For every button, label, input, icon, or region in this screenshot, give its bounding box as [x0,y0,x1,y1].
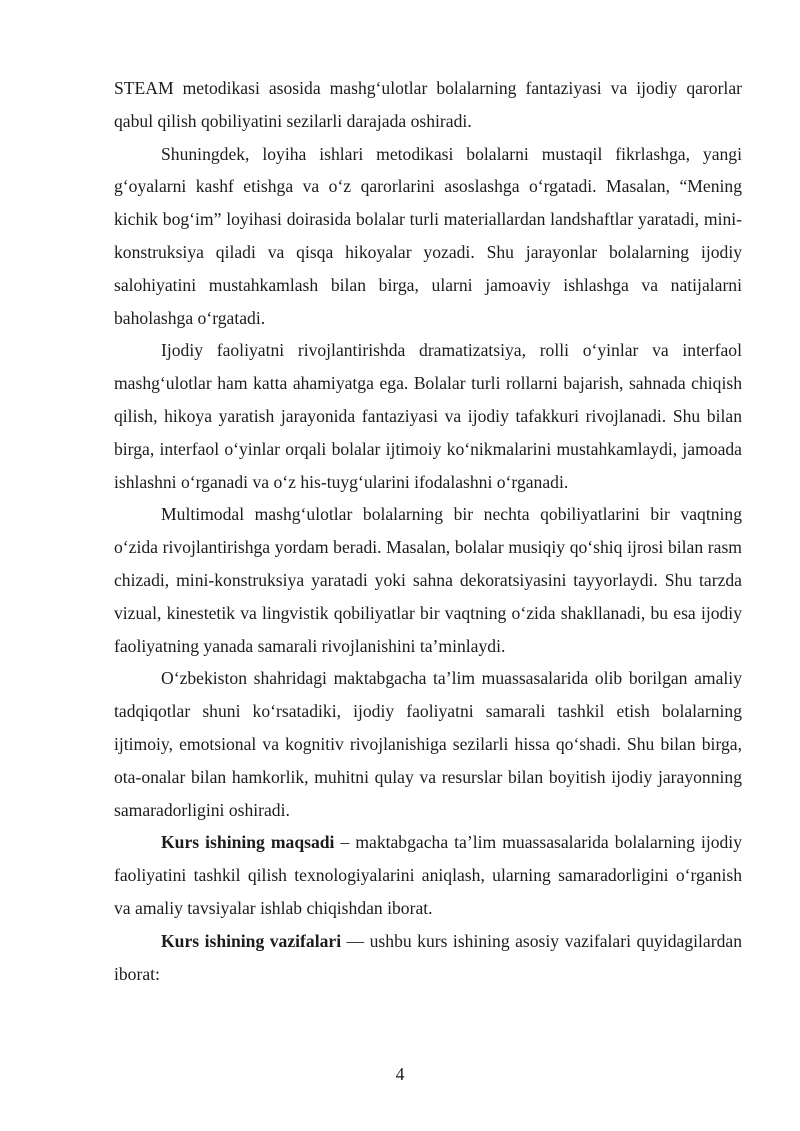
paragraph-text: – maktabgacha ta’lim muassasalarida bolalarning ijodiy faoliyatini tashkil qilish texnologiyalarini aniqlash, ularning samaradorligini o‘rganish va amaliy tavsiyalar ishlab chiqishdan iborat. [114,832,742,918]
course-tasks-heading: Kurs ishining vazifalari [161,930,342,951]
page-number: 4 [395,1064,405,1084]
paragraph-steam-continuation [114,72,742,138]
paragraph-text: O‘zbekiston shahridagi maktabgacha ta’lim muassasalarida olib borilgan amaliy tadqiqotlar shuni ko‘rsatadiki, ijodiy faoliyatni samarali tashkil etish bolalarning ijtimoiy, emotsional va kognitiv rivojlanishiga sezilarli hissa qo‘shadi. Shu bilan birga, ota-onalar bilan hamkorlik, muhitni qulay va resurslar bilan boyitish ijodiy jarayonning samaradorligini oshiradi. [114,668,742,820]
paragraph-text: STEAM metodikasi asosida mashg‘ulotlar bolalarning fantaziyasi va ijodiy qarorlar qabul qilish qobiliyatini sezilarli darajada oshiradi. [114,78,742,131]
paragraph-project-method [114,138,742,335]
paragraph-text: Ijodiy faoliyatni rivojlantirishda dramatizatsiya, rolli o‘yinlar va interfaol mashg‘ulotlar ham katta ahamiyatga ega. Bolalar turli rollarni bajarish, sahnada chiqish qilish, hikoya yaratish jarayonida fantaziyasi va ijodiy tafakkuri rivojlanadi. Shu bilan birga, interfaol o‘yinlar orqali bolalar ijtimoiy ko‘nikmalarini mustahkamlaydi, jamoada ishlashni o‘rganadi va o‘z his-tuyg‘ularini ifodalashni o‘rganadi. [114,340,742,492]
paragraph-dramatization [114,334,742,498]
paragraph-research [114,662,742,826]
paragraph-text: Shuningdek, loyiha ishlari metodikasi bolalarni mustaqil fikrlashga, yangi g‘oyalarni kashf etishga va o‘z qarorlarini asoslashga o‘rgatadi. Masalan, “Mening kichik bog‘im” loyihasi doirasida bolalar turli materiallardan landshaftlar yaratadi, mini-konstruksiya qiladi va qisqa hikoyalar yozadi. Shu jarayonlar bolalarning ijodiy salohiyatini mustahkamlash bilan birga, ularni jamoaviy ishlashga va natijalarni baholashga o‘rgatadi. [114,143,742,328]
document-page [114,72,742,990]
paragraph-text: Multimodal mashg‘ulotlar bolalarning bir nechta qobiliyatlarini bir vaqtning o‘zida rivojlantirishga yordam beradi. Masalan, bolalar musiqiy qo‘shiq ijrosi bilan rasm chizadi, mini-konstruksiya yaratadi yoki sahna dekoratsiyasini tayyorlaydi. Shu tarzda vizual, kinestetik va lingvistik qobiliyatlar bir vaqtning o‘zida shakllanadi, bu esa ijodiy faoliyatning yanada samarali rivojlanishini ta’minlaydi. [114,504,742,656]
paragraph-course-tasks [114,925,742,991]
course-goal-heading: Kurs ishining maqsadi [161,832,335,853]
paragraph-text: — ushbu kurs ishining asosiy vazifalari quyidagilardan iborat: [114,930,742,984]
paragraph-course-goal [114,826,742,924]
paragraph-multimodal [114,498,742,662]
